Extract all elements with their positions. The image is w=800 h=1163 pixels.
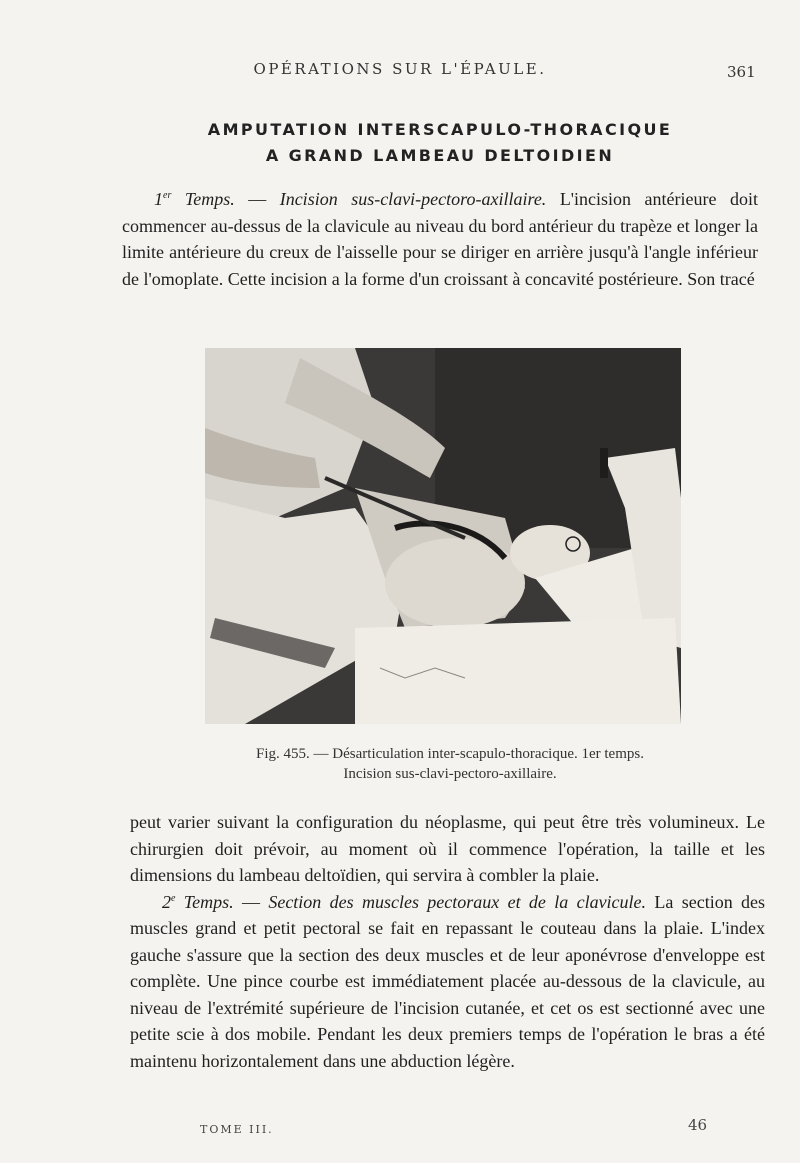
step-1-number: 1 (154, 189, 163, 209)
chapter-title-line-2: A GRAND LAMBEAU DELTOIDIEN (265, 146, 615, 165)
figure-caption-line-2: Incision sus-clavi-pectoro-axillaire. (343, 766, 557, 782)
paragraph-continuation (130, 809, 765, 1074)
page-number: 361 (727, 63, 756, 81)
step-1-word: Temps. (184, 189, 235, 209)
running-header: OPÉRATIONS SUR L'ÉPAULE. (253, 60, 547, 78)
step-2-word: Temps. (183, 891, 234, 912)
continuation-text: peut varier suivant la configuration du néoplasme, qui peut être très volumineux. Le chirurgien doit prévoir, au moment où il commence l'opération, la taille et les dimensions du lambeau deltoïdien, qui servira à combler la plaie. (130, 812, 765, 885)
step-2-dash: — (233, 891, 269, 912)
paragraph-step-2 (130, 889, 765, 1075)
photograph-illustration (205, 348, 681, 724)
step-2-number: 2 (162, 891, 171, 912)
step-1-body: L'incision antérieure doit commencer au-dessus de la clavicule au niveau du bord antérieur du trapèze et longer la limite antérieure du creux de l'aisselle pour se diriger en arrière jusqu'à l'angle inférieur de l'omoplate. Cette incision a la forme d'un croissant à concavité postérieure. Son tracé (122, 189, 758, 289)
step-2-heading: Section des muscles pectoraux et de la clavicule. (268, 891, 647, 912)
step-1-heading: Incision sus-clavi-pectoro-axillaire. (279, 189, 547, 209)
volume-label: TOME III. (200, 1123, 274, 1136)
signature-mark: 46 (688, 1116, 708, 1134)
paragraph-step-1 (122, 186, 758, 292)
chapter-title-line-1: AMPUTATION INTERSCAPULO-THORACIQUE (207, 120, 673, 139)
step-1-dash: — (234, 189, 280, 209)
figure-caption-line-1: Fig. 455. — Désarticulation inter-scapulo-thoracique. 1er temps. (256, 746, 644, 762)
surgical-photograph (205, 348, 681, 724)
step-2-body: La section des muscles grand et petit pectoral se fait en repassant le couteau dans la plaie. L'index gauche s'assure que la section des deux muscles et de leur aponévrose d'enveloppe est complète. Une pince courbe est immédiatement placée au-dessous de la clavicule, au niveau de l'extrémité supérieure de l'incision cutanée, et cet os est sectionné avec une petite scie à dos mobile. Pendant les deux premiers temps de l'opération le bras a été maintenu horizontalement dans une abduction légère. (130, 891, 766, 1071)
step-2-sup: e (171, 892, 176, 904)
step-1-sup: er (163, 190, 172, 201)
